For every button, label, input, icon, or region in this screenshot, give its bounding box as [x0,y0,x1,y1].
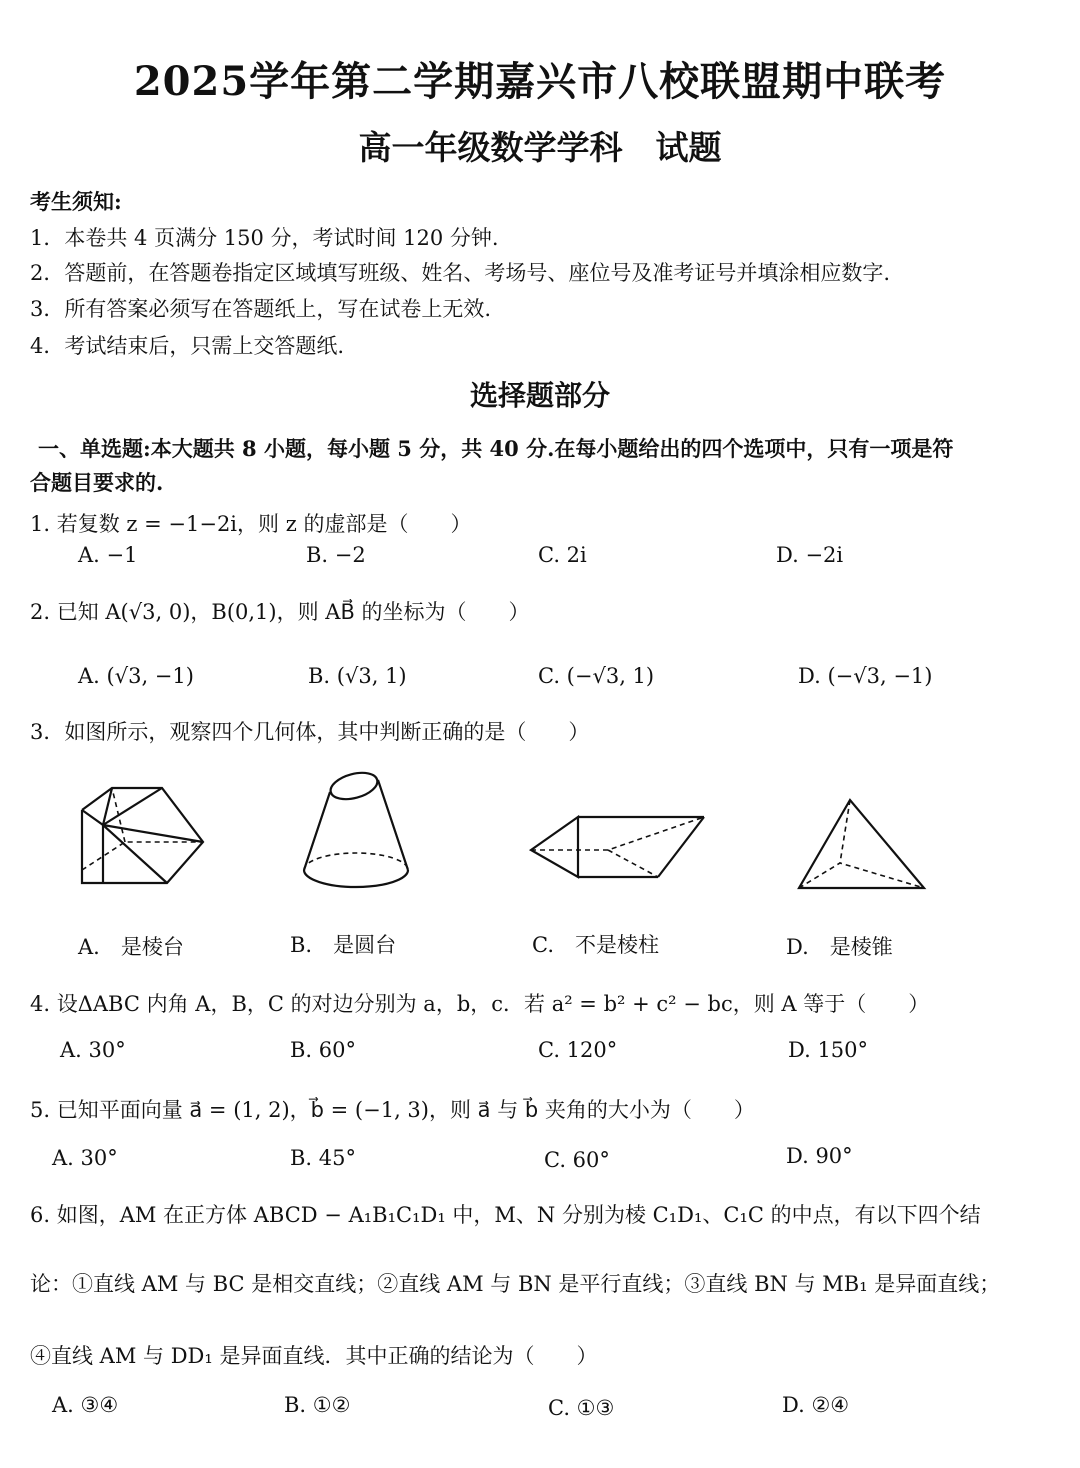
question-1-option-a: A. −1 [78,543,138,567]
question-2-option-c: C. (−√3, 1) [538,664,655,688]
question-6-stem-line1: 6. 如图，AM 在正方体 ABCD − A₁B₁C₁D₁ 中，M、N 分别为棱 C₁D₁、C₁C 的中点，有以下四个结 [30,1203,981,1227]
exam-title: 2025学年第二学期嘉兴市八校联盟期中联考 [133,58,947,105]
question-4-option-a: A. 30° [60,1038,126,1062]
exam-subtitle: 高一年级数学学科 试题 [358,128,722,167]
question-5-option-b: B. 45° [290,1146,357,1170]
question-3-option-c: C. 不是棱柱 [532,933,659,957]
question-1-stem: 1. 若复数 z = −1−2i，则 z 的虚部是（ ） [30,512,472,536]
question-3-option-d: D. 是棱锥 [786,935,893,959]
notice-item: 3．所有答案必须写在答题纸上，写在试卷上无效. [30,297,492,321]
question-1-option-c: C. 2i [538,543,587,567]
figure-a-solid [70,780,210,894]
section-heading-line2: 合题目要求的. [30,470,164,495]
question-6-option-d: D. ②④ [782,1393,850,1417]
question-4-stem: 4. 设ΔABC 内角 A，B，C 的对边分别为 a，b，c．若 a² = b² + c² − bc，则 A 等于（ ） [30,992,930,1016]
notice-heading: 考生须知: [30,189,122,214]
question-3-option-a: A. 是棱台 [78,935,184,959]
question-6-option-a: A. ③④ [52,1393,119,1417]
question-4-option-d: D. 150° [788,1038,869,1062]
notice-item: 1．本卷共 4 页满分 150 分，考试时间 120 分钟. [30,226,499,250]
figure-d-solid [796,795,931,899]
figure-b-solid [296,770,416,904]
question-2-stem: 2. 已知 A(√3, 0)，B(0,1)，则 AB⃗ 的坐标为（ ） [30,600,530,624]
question-2-option-a: A. (√3, −1) [78,664,194,688]
question-1-option-d: D. −2i [776,543,844,567]
question-6-stem-line2: 论：①直线 AM 与 BC 是相交直线；②直线 AM 与 BN 是平行直线；③直线 BN 与 MB₁ 是异面直线； [30,1272,1001,1296]
question-6-option-c: C. ①③ [548,1396,615,1420]
question-4-option-b: B. 60° [290,1038,357,1062]
section-heading-line1: 一、单选题:本大题共 8 小题，每小题 5 分，共 40 分.在每小题给出的四个选项中，只有一项是符 [38,436,954,461]
question-3-stem: 3．如图所示，观察四个几何体，其中判断正确的是（ ） [30,720,590,744]
question-5-stem: 5. 已知平面向量 a⃗ = (1, 2)，b⃗ = (−1, 3)，则 a⃗ 与 b⃗ 夹角的大小为（ ） [30,1098,755,1122]
question-3-option-b: B. 是圆台 [290,933,397,957]
question-1-option-b: B. −2 [306,543,366,567]
figure-c-solid [526,800,706,894]
question-6-option-b: B. ①② [284,1393,351,1417]
question-4-option-c: C. 120° [538,1038,618,1062]
question-2-option-b: B. (√3, 1) [308,664,407,688]
question-5-option-a: A. 30° [52,1146,118,1170]
notice-item: 4．考试结束后，只需上交答题纸. [30,334,345,358]
section-title: 选择题部分 [469,379,610,412]
question-5-option-d: D. 90° [786,1144,853,1168]
question-6-stem-line3: ④直线 AM 与 DD₁ 是异面直线．其中正确的结论为（ ） [30,1344,598,1368]
question-2-option-d: D. (−√3, −1) [798,664,933,688]
notice-item: 2．答题前，在答题卷指定区域填写班级、姓名、考场号、座位号及准考证号并填涂相应数字. [30,261,891,285]
question-5-option-c: C. 60° [544,1148,610,1172]
